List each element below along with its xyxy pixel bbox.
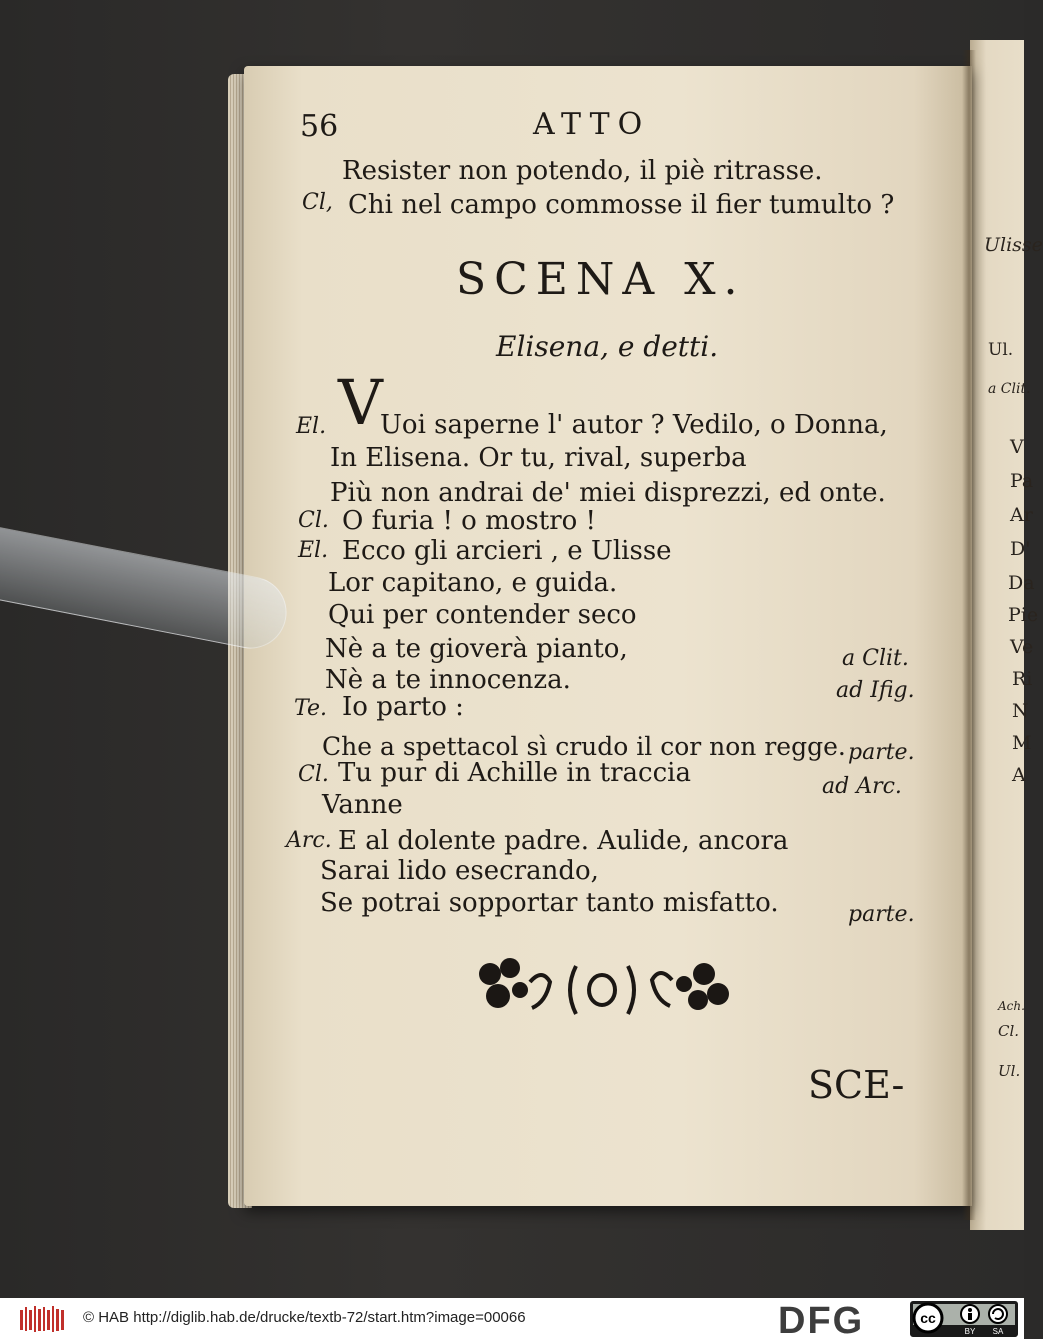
right-page-fragment: Cl.: [998, 1022, 1020, 1040]
right-page-fragment: Ar: [1010, 504, 1033, 526]
right-page-fragment: M: [1012, 732, 1032, 754]
drop-cap: V: [338, 366, 383, 439]
text-line: E al dolente padre. Aulide, ancora: [338, 826, 789, 856]
right-page-fragment: Ul.: [998, 1062, 1021, 1080]
text-line: Tu pur di Achille in traccia: [338, 758, 691, 788]
cc-icon: [914, 1304, 942, 1332]
text-line: Qui per contender seco: [328, 600, 637, 630]
text-line: In Elisena. Or tu, rival, superba: [330, 443, 747, 473]
text-line: Nè a te gioverà pianto,: [325, 634, 628, 664]
ornament-icon: [472, 952, 734, 1028]
dfg-logo: [778, 1300, 896, 1339]
right-page-fragment: Ul.: [988, 340, 1014, 360]
text-line: Più non andrai de' miei disprezzi, ed onte.: [330, 478, 886, 508]
right-page-fragment: Ve: [1010, 636, 1034, 658]
text-line: Sarai lido esecrando,: [320, 856, 599, 886]
text-line: O furia ! o mostro !: [342, 506, 596, 536]
by-icon: [961, 1305, 979, 1323]
right-page-fragment: Ri: [1012, 668, 1033, 690]
stage-direction: parte.: [848, 740, 915, 765]
copyright-link[interactable]: © HAB http://diglib.hab.de/drucke/textb-72/start.htm?image=00066: [83, 1309, 526, 1326]
sa-label: SA: [992, 1327, 1004, 1336]
speaker-label: Te.: [294, 696, 327, 721]
book-gutter: [962, 50, 976, 1220]
by-label: BY: [964, 1327, 976, 1336]
text-line: Io parto :: [342, 692, 464, 722]
speaker-label: Cl.: [298, 762, 329, 787]
right-page-fragment: A: [1012, 764, 1026, 786]
text-line: Lor capitano, e guida.: [328, 568, 618, 598]
stage-direction: ad Arc.: [822, 774, 902, 799]
right-page-fragment: Pa: [1010, 470, 1034, 492]
text-line: Chi nel campo commosse il fier tumulto ?: [348, 190, 895, 220]
running-header: ATTO: [533, 107, 651, 142]
right-page-fragment: D': [1010, 538, 1031, 560]
text-line: Che a spettacol sì crudo il cor non regge.: [322, 732, 846, 761]
stage-direction: a Clit.: [842, 646, 909, 671]
sa-icon: [989, 1305, 1007, 1323]
speaker-label: Arc.: [286, 828, 332, 853]
text-line: Nè a te innocenza.: [325, 665, 571, 695]
stage-direction: parte.: [848, 902, 915, 927]
scene-subtitle: Elisena, e detti.: [496, 330, 719, 363]
speaker-label: El.: [296, 414, 327, 439]
stage-direction: ad Ifig.: [836, 678, 915, 703]
svg-text:cc: cc: [920, 1310, 936, 1326]
right-page-fragment: Da: [1008, 572, 1035, 594]
right-page-fragment: N: [1012, 700, 1029, 722]
text-line: Se potrai sopportar tanto misfatto.: [320, 888, 779, 918]
right-page-fragment: Ulisse: [984, 234, 1043, 256]
cc-license-badge[interactable]: [910, 1301, 1018, 1337]
text-line: Resister non potendo, il piè ritrasse.: [342, 156, 823, 186]
right-page-fragment: a Clit.: [988, 381, 1031, 397]
speaker-label: Cl.: [298, 508, 329, 533]
dfg-logo-text: DFG: [778, 1300, 865, 1339]
right-page-fragment: V: [1010, 436, 1024, 458]
text-line: Uoi saperne l' autor ? Vedilo, o Donna,: [380, 410, 888, 440]
hab-barcode-icon: [18, 1304, 68, 1334]
scene-title: SCENA X.: [456, 254, 746, 305]
catchword: SCE-: [808, 1063, 905, 1107]
speaker-label: Cl,: [302, 190, 333, 215]
page-number: 56: [300, 109, 339, 144]
text-line: Ecco gli arcieri , e Ulisse: [342, 536, 672, 566]
right-page-fragment: Ach.: [998, 999, 1025, 1013]
speaker-label: El.: [298, 538, 329, 563]
right-page-fragment: Pie: [1008, 604, 1039, 626]
text-line: Vanne: [322, 790, 403, 820]
right-page: [970, 40, 1024, 1230]
